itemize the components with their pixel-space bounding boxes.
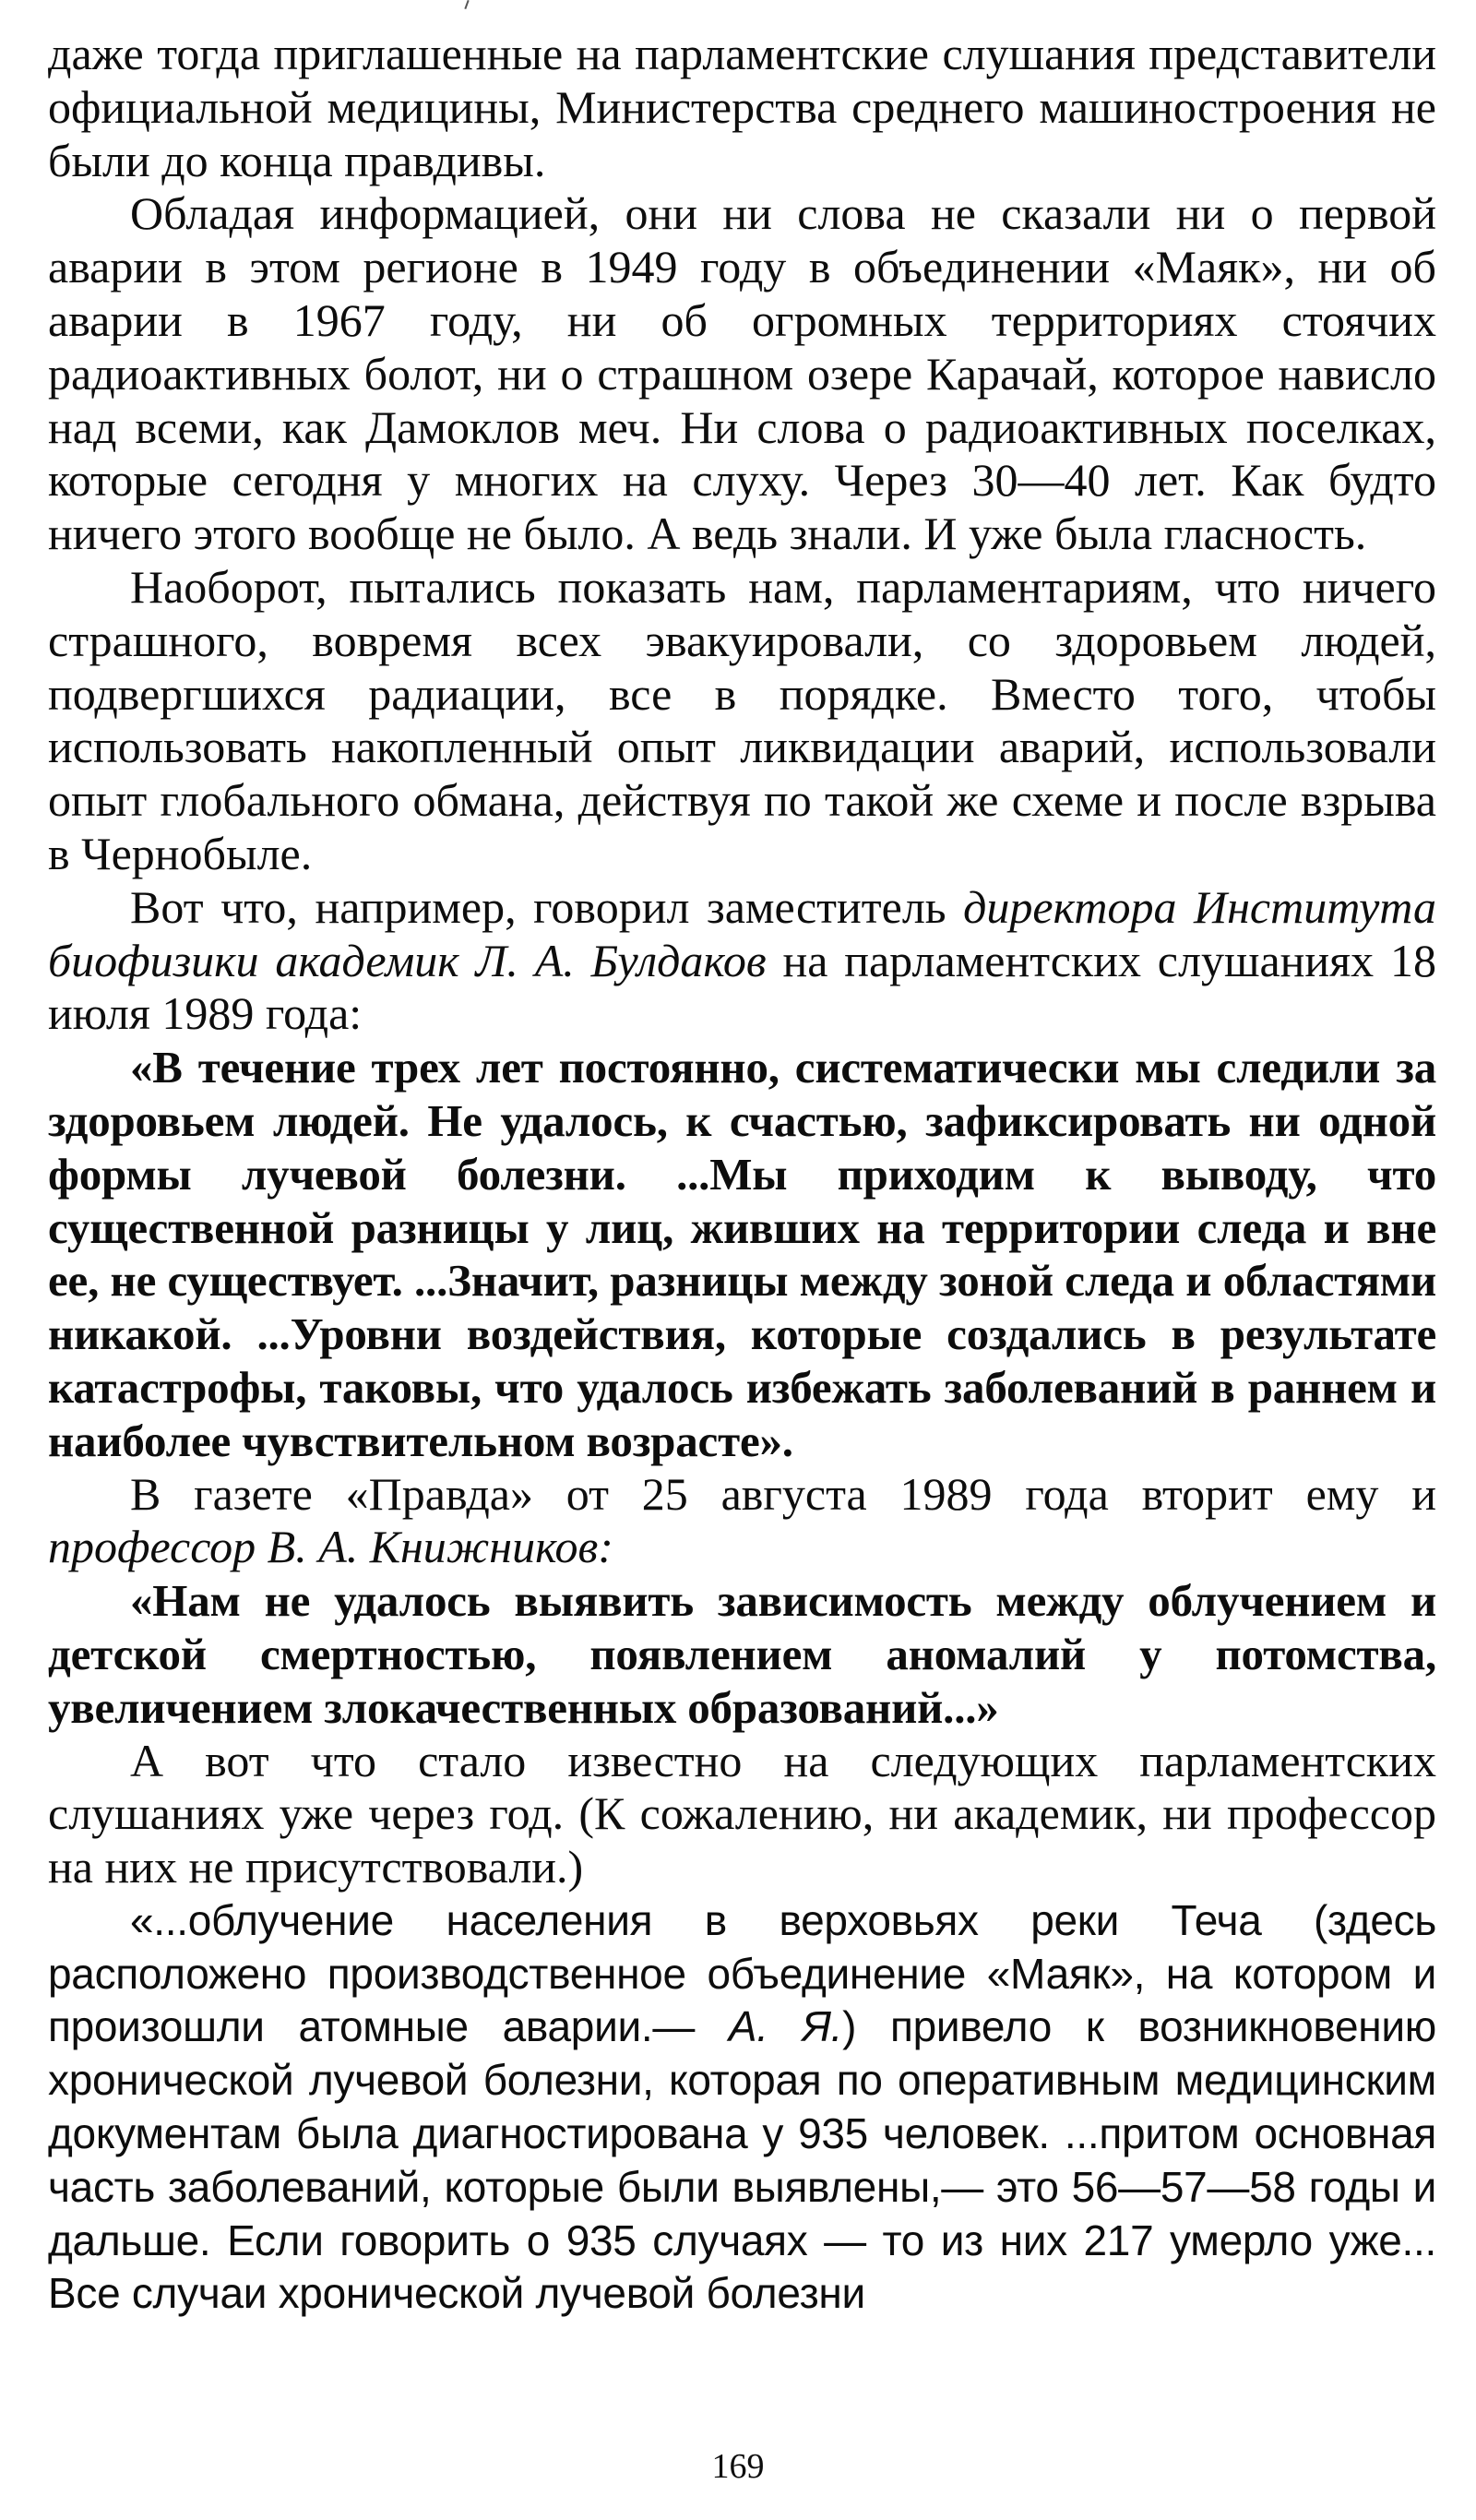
paragraph-3: Наоборот, пытались показать нам, парламентариям, что ничего страшного, вовремя всех эвакуировали, со здоровьем людей, подвергшихся радиации, все в порядке. Вместо того, чтобы использовать накопленный опыт ликвидации аварий, использовали опыт глобального обмана, действуя по такой же схеме и после взрыва в Чернобыле. [48,560,1436,879]
quote-knizhnikov: «Нам не удалось выявить зависимость между облучением и детской смертностью, появлением аномалий у потомства, увеличением злокачественных образований...» [48,1575,1436,1733]
page-number: 169 [711,2447,765,2486]
paragraph-1: даже тогда приглашенные на парламентские слушания представители официальной медицины, Министерства среднего машиностроения не были до конца правдивы. [48,28,1436,186]
paragraph-6 [48,1468,1436,1575]
paragraph-4-text-after: на парламентских слушаниях 18 июля 1989 года: [48,934,1436,1040]
quote-hearings [48,1894,1436,2321]
quote-hearings-italic: А. Я. [728,2002,843,2051]
paragraph-2: Обладая информацией, они ни слова не сказали ни о первой аварии в этом регионе в 1949 году в объединении «Маяк», ни об аварии в 1967 году, ни об огромных территориях стоячих радиоактивных болот, ни о страшном озере Карачай, которое нависло над всеми, как Дамоклов меч. Ни слова о радиоактивных поселках, которые сегодня у многих на слуху. Через 30—40 лет. Как будто ничего этого вообще не было. А ведь знали. И уже была гласность. [48,187,1436,560]
paragraph-8: А вот что стало известно на следующих парламентских слушаниях уже через год. (К сожалению, ни академик, ни профессор на них не присутствовали.) [48,1734,1436,1893]
quote-hearings-text-after: ) привело к возникновению хронической лучевой болезни, которая по оперативным медицинским документам была диагностирована у 935 человек. ...притом основная часть заболеваний, которые были выявлены,— это 56—57—58 годы и дальше. Если говорить о 935 случаях — то из них 217 умерло уже... Все случаи хронической лучевой болезни [48,2002,1436,2318]
quote-hearings-text-before: «...облучение населения в верховьях реки Теча (здесь расположено производственное объединение «Маяк», на котором и произошли атомные аварии.— [48,1895,1436,2051]
paragraph-4-text-before: Вот что, например, говорил заместитель [130,880,964,933]
paragraph-4-italic: директора Института биофизики академик Л. А. Булдаков [48,880,1436,986]
paragraph-6-italic: профессор В. А. Книжников: [48,1521,613,1573]
paragraph-6-text-before: В газете «Правда» от 25 августа 1989 года вторит ему и [130,1467,1436,1520]
quote-buldakov: «В течение трех лет постоянно, систематически мы следили за здоровьем людей. Не удалось, к счастью, зафиксировать ни одной формы лучевой болезни. ...Мы приходим к выводу, что существенной разницы у лиц, живших на территории следа и вне ее, не существует. ...Значит, разницы между зоной следа и областями никакой. ...Уровни воздействия, которые создались в результате катастрофы, таковы, что удалось избежать заболеваний в раннем и наиболее чувствительном возрасте». [48,1042,1436,1466]
paragraph-4 [48,881,1436,1041]
scan-mark [464,0,469,9]
page-body [48,28,1436,2321]
